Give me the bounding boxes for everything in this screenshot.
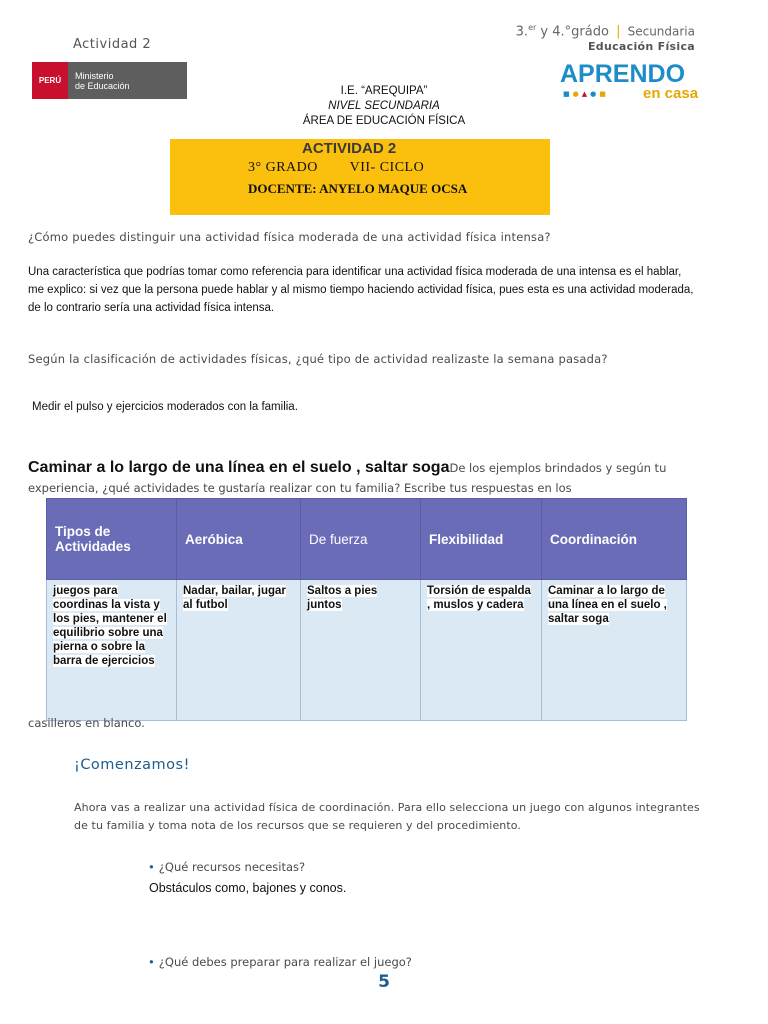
grade-num-1: 3. (515, 24, 529, 40)
bullet-2-text: ¿Qué debes preparar para realizar el juego? (158, 955, 412, 969)
banner-teacher: DOCENTE: ANYELO MAQUE OCSA (248, 181, 468, 196)
question-3-trailing: casilleros en blanco. (28, 716, 145, 730)
header-fuerza: De fuerza (301, 499, 421, 580)
bullet-dot-icon: • (148, 955, 155, 969)
bullet-1-text: ¿Qué recursos necesitas? (158, 860, 306, 874)
cell-aerobica[interactable]: Nadar, bailar, jugar al futbol (177, 580, 301, 721)
cell-tipos[interactable]: juegos para coordinas la vista y los pies, mantener el equilibrio sobre una pierna o sobre la barra de ejercicios (47, 580, 177, 721)
question-3 (28, 458, 708, 498)
banner-title: ACTIVIDAD 2 (302, 140, 397, 157)
grade-mid: y 4.°grádo (540, 24, 609, 40)
cell-fuerza[interactable]: Saltos a pies juntos (301, 580, 421, 721)
school-level: NIVEL SECUNDARIA (328, 100, 440, 112)
section-title: ¡Comenzamos! (74, 757, 190, 773)
brand-dots-icon: ■●▲●■ (563, 90, 609, 98)
bullet-item (148, 860, 305, 874)
question-3-answer: Caminar a lo largo de una línea en el suelo , saltar soga (28, 459, 450, 476)
grade-separator: | (616, 24, 621, 40)
activity-banner (170, 139, 550, 215)
header-tipos: Tipos de Actividades (47, 499, 177, 580)
grade-sup-1: er (528, 23, 537, 32)
school-area: ÁREA DE EDUCACIÓN FÍSICA (302, 115, 466, 127)
header-flexibilidad: Flexibilidad (421, 499, 542, 580)
header-coordinacion: Coordinación (542, 499, 687, 580)
cell-coordinacion[interactable]: Caminar a lo largo de una línea en el suelo , saltar soga (542, 580, 687, 721)
bullet-dot-icon: • (148, 860, 155, 874)
grade-level: Secundaria (627, 24, 695, 39)
answer-2: Medir el pulso y ejercicios moderados con la familia. (32, 401, 298, 413)
question-1: ¿Cómo puedes distinguir una actividad física moderada de una actividad física intensa? (28, 230, 551, 244)
header-aerobica: Aeróbica (177, 499, 301, 580)
subject-label: Educación Física (587, 40, 695, 53)
school-name: I.E. “AREQUIPA” (340, 85, 428, 97)
table-header-row (47, 499, 687, 580)
grade-level-line (516, 23, 695, 39)
table-row (47, 580, 687, 721)
bullet-item (148, 955, 412, 969)
peru-flag-label: PERÚ (32, 62, 68, 99)
aprendo-brand: APRENDO (560, 60, 686, 88)
banner-grade: 3° GRADO VII- CICLO (248, 160, 425, 175)
question-3-text: De los ejemplos brindados y según tu experiencia, ¿qué actividades te gustaría realizar con tu familia? Escribe tus respuestas en los (28, 461, 667, 495)
page-number: 5 (378, 972, 390, 992)
section-intro: Ahora vas a realizar una actividad física de coordinación. Para ello selecciona un juego con algunos integrantes de tu familia y toma nota de los recursos que se requieren y del procedimiento. (74, 801, 700, 832)
cell-flexibilidad[interactable]: Torsión de espalda , muslos y cadera (421, 580, 542, 721)
activities-table (46, 498, 687, 721)
activity-label: Actividad 2 (73, 37, 152, 52)
answer-1: Una característica que podrías tomar como referencia para identificar una actividad física moderada de una intensa es el hablar, me explico: si vez que la persona puede hablar y al mismo tiempo haciendo actividad física, pues esta es una actividad moderada, de lo contrario sería una actividad física intensa. (28, 266, 694, 314)
ministry-line-1: Ministerio (75, 70, 114, 81)
question-2: Según la clasificación de actividades físicas, ¿qué tipo de actividad realizaste la semana pasada? (28, 352, 608, 366)
ministry-line-2: de Educación (75, 80, 130, 91)
bullet-1-answer: Obstáculos como, bajones y conos. (149, 881, 347, 895)
en-casa-brand: en casa (643, 85, 699, 102)
